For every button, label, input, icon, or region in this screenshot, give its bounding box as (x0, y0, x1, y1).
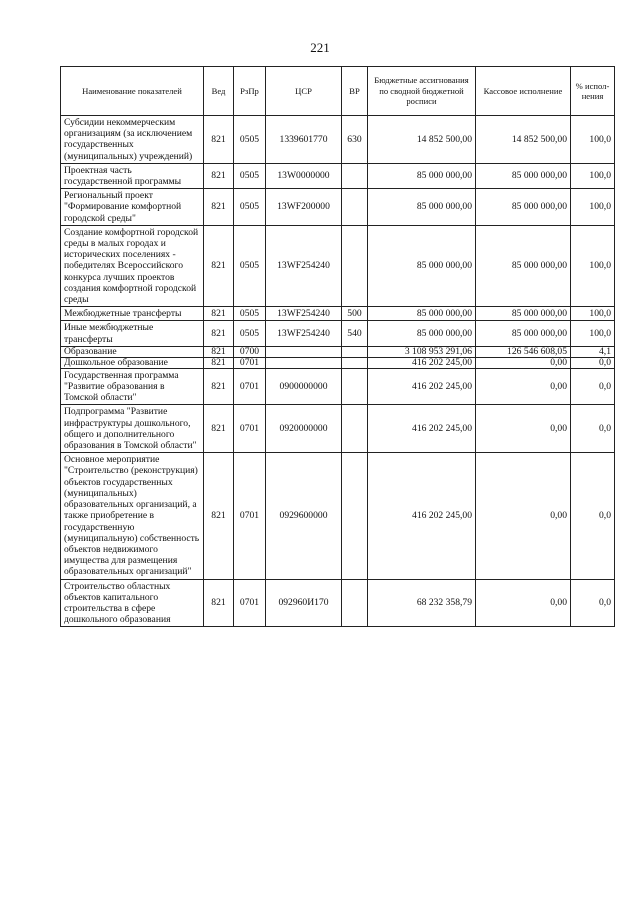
row-csr: 0900000000 (266, 368, 342, 405)
row-csr: 13WF200000 (266, 189, 342, 226)
page-number: 221 (310, 40, 330, 55)
table-row (61, 368, 615, 405)
row-ved: 821 (204, 307, 234, 321)
header-name: Наименование показателей (61, 67, 204, 116)
row-budget: 85 000 000,00 (368, 163, 476, 188)
header-pct: % испол-нения (571, 67, 615, 116)
table-row (61, 189, 615, 226)
row-pct: 100,0 (571, 163, 615, 188)
row-pct: 0,0 (571, 579, 615, 627)
header-csr: ЦСР (266, 67, 342, 116)
row-vr (342, 189, 368, 226)
row-budget: 416 202 245,00 (368, 405, 476, 453)
row-csr (266, 346, 342, 357)
row-budget: 416 202 245,00 (368, 357, 476, 368)
header-budget: Бюджетные ассигнования по сводной бюджетной росписи (368, 67, 476, 116)
table-row (61, 321, 615, 346)
row-name: Создание комфортной городской среды в малых городах и исторических поселениях - победителях Всероссийского конкурса лучших проектов создания комфортной городской среды (61, 225, 204, 306)
row-rzpr: 0505 (234, 307, 266, 321)
row-pct: 100,0 (571, 225, 615, 306)
row-name: Межбюджетные трансферты (61, 307, 204, 321)
row-ved: 821 (204, 163, 234, 188)
table-row (61, 225, 615, 306)
row-cash: 85 000 000,00 (476, 321, 571, 346)
row-rzpr: 0505 (234, 116, 266, 164)
row-pct: 0,0 (571, 357, 615, 368)
row-ved: 821 (204, 579, 234, 627)
row-vr (342, 163, 368, 188)
row-name: Государственная программа "Развитие образования в Томской области" (61, 368, 204, 405)
budget-table (60, 66, 615, 627)
row-cash: 0,00 (476, 357, 571, 368)
row-ved: 821 (204, 346, 234, 357)
header-vr: ВР (342, 67, 368, 116)
row-pct: 0,0 (571, 368, 615, 405)
row-budget: 416 202 245,00 (368, 368, 476, 405)
table-row (61, 453, 615, 579)
row-name: Строительство областных объектов капитального строительства в сфере дошкольного образования (61, 579, 204, 627)
row-cash: 0,00 (476, 405, 571, 453)
row-budget: 416 202 245,00 (368, 453, 476, 579)
row-ved: 821 (204, 368, 234, 405)
row-budget: 85 000 000,00 (368, 321, 476, 346)
row-cash: 0,00 (476, 453, 571, 579)
row-rzpr: 0505 (234, 225, 266, 306)
row-rzpr: 0701 (234, 579, 266, 627)
row-csr: 0929600000 (266, 453, 342, 579)
row-rzpr: 0700 (234, 346, 266, 357)
row-cash: 85 000 000,00 (476, 225, 571, 306)
row-csr: 1339601770 (266, 116, 342, 164)
row-vr: 630 (342, 116, 368, 164)
table-row (61, 116, 615, 164)
row-ved: 821 (204, 321, 234, 346)
row-pct: 100,0 (571, 189, 615, 226)
table-row (61, 357, 615, 368)
row-pct: 100,0 (571, 116, 615, 164)
header-cash: Кассовое исполнение (476, 67, 571, 116)
row-csr: 13WF254240 (266, 225, 342, 306)
row-csr: 13WF254240 (266, 307, 342, 321)
row-vr (342, 346, 368, 357)
row-budget: 68 232 358,79 (368, 579, 476, 627)
row-cash: 0,00 (476, 368, 571, 405)
header-rzpr: РзПр (234, 67, 266, 116)
table-row (61, 346, 615, 357)
header-row (61, 67, 615, 116)
row-name: Субсидии некоммерческим организациям (за исключением государственных (муниципальных) учреждений) (61, 116, 204, 164)
row-name: Проектная часть государственной программы (61, 163, 204, 188)
row-name: Иные межбюджетные трансферты (61, 321, 204, 346)
row-ved: 821 (204, 189, 234, 226)
row-vr (342, 579, 368, 627)
row-budget: 3 108 953 291,06 (368, 346, 476, 357)
row-csr: 13WF254240 (266, 321, 342, 346)
table-row (61, 405, 615, 453)
row-pct: 100,0 (571, 307, 615, 321)
row-rzpr: 0505 (234, 189, 266, 226)
row-pct: 4,1 (571, 346, 615, 357)
row-vr (342, 225, 368, 306)
row-rzpr: 0505 (234, 163, 266, 188)
row-cash: 85 000 000,00 (476, 189, 571, 226)
row-ved: 821 (204, 405, 234, 453)
row-vr (342, 453, 368, 579)
row-rzpr: 0701 (234, 453, 266, 579)
row-budget: 14 852 500,00 (368, 116, 476, 164)
row-name: Региональный проект "Формирование комфортной городской среды" (61, 189, 204, 226)
row-rzpr: 0701 (234, 368, 266, 405)
row-vr (342, 405, 368, 453)
row-pct: 0,0 (571, 453, 615, 579)
row-ved: 821 (204, 357, 234, 368)
row-name: Дошкольное образование (61, 357, 204, 368)
row-csr: 0920000000 (266, 405, 342, 453)
row-vr: 500 (342, 307, 368, 321)
row-cash: 85 000 000,00 (476, 307, 571, 321)
table-row (61, 163, 615, 188)
row-rzpr: 0505 (234, 321, 266, 346)
row-budget: 85 000 000,00 (368, 307, 476, 321)
row-ved: 821 (204, 116, 234, 164)
row-vr: 540 (342, 321, 368, 346)
row-cash: 126 546 608,05 (476, 346, 571, 357)
row-ved: 821 (204, 225, 234, 306)
row-csr: 092960И170 (266, 579, 342, 627)
row-pct: 0,0 (571, 405, 615, 453)
row-name: Подпрограмма "Развитие инфраструктуры дошкольного, общего и дополнительного образования в Томской области" (61, 405, 204, 453)
row-name: Образование (61, 346, 204, 357)
row-cash: 14 852 500,00 (476, 116, 571, 164)
row-cash: 0,00 (476, 579, 571, 627)
row-rzpr: 0701 (234, 357, 266, 368)
header-ved: Вед (204, 67, 234, 116)
row-ved: 821 (204, 453, 234, 579)
row-vr (342, 368, 368, 405)
row-vr (342, 357, 368, 368)
row-rzpr: 0701 (234, 405, 266, 453)
table-row (61, 307, 615, 321)
row-cash: 85 000 000,00 (476, 163, 571, 188)
table-row (61, 579, 615, 627)
row-csr: 13W0000000 (266, 163, 342, 188)
row-name: Основное мероприятие "Строительство (реконструкция) объектов государственных (муниципальных) образовательных организаций, а также приобретение в государственную (муниципальную) собственность объектов недвижимого имущества для размещения образовательных организаций" (61, 453, 204, 579)
row-budget: 85 000 000,00 (368, 189, 476, 226)
row-pct: 100,0 (571, 321, 615, 346)
row-budget: 85 000 000,00 (368, 225, 476, 306)
row-csr (266, 357, 342, 368)
